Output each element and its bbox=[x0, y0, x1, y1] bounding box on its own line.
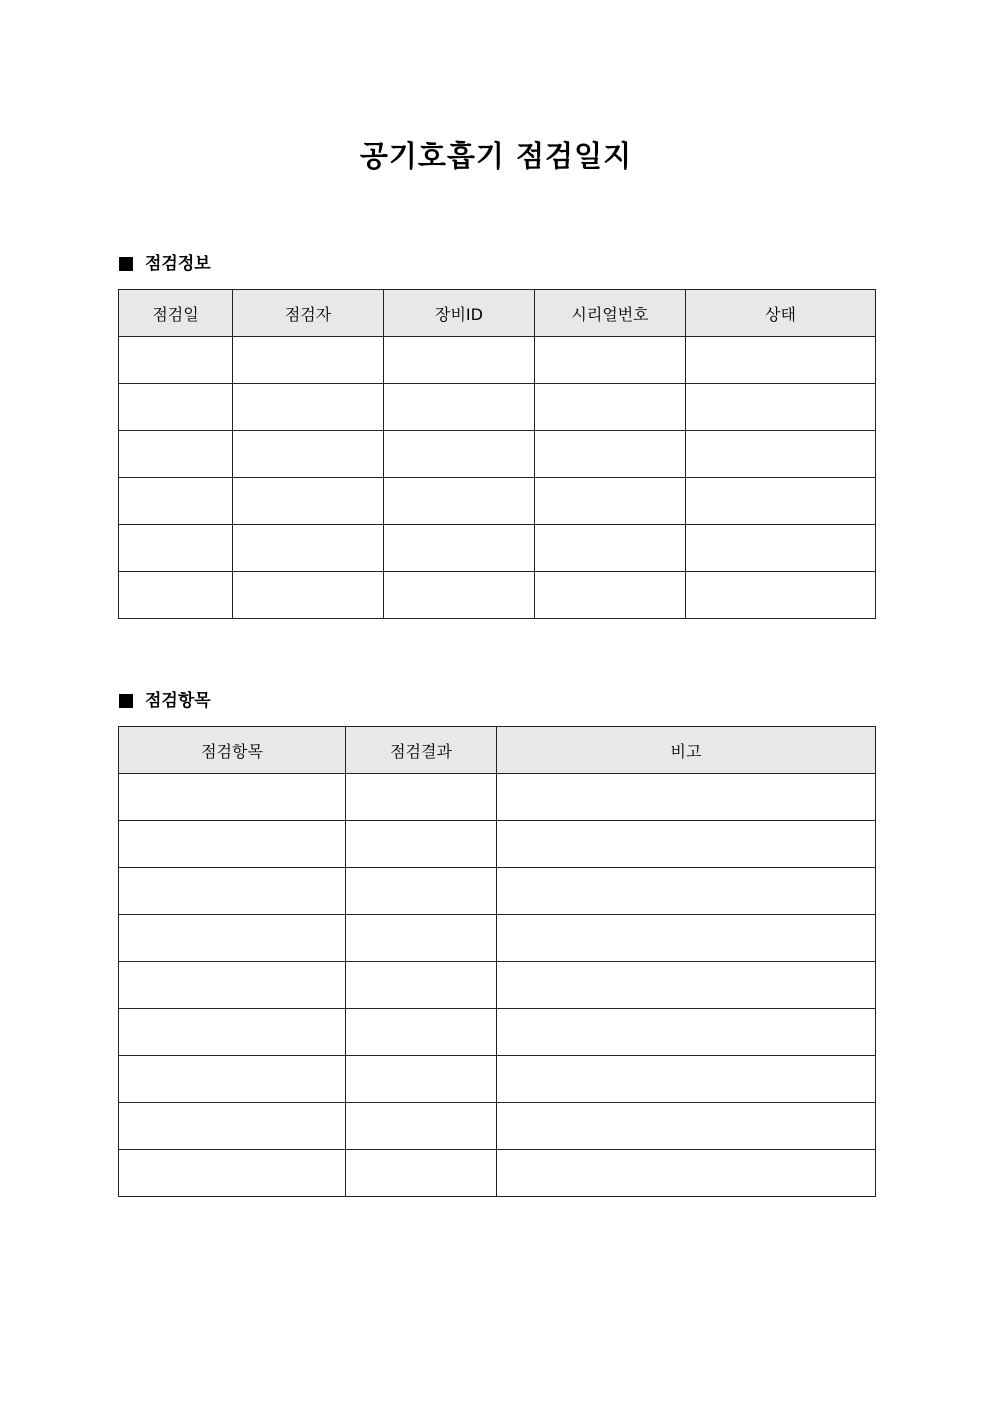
table-cell[interactable] bbox=[497, 962, 876, 1009]
table-cell[interactable] bbox=[119, 337, 233, 384]
table-row bbox=[119, 821, 876, 868]
page-title: 공기호흡기 점검일지 bbox=[359, 139, 633, 173]
section-heading-label: 점검정보 bbox=[145, 254, 211, 274]
table-cell[interactable] bbox=[686, 525, 876, 572]
section-heading-label: 점검항목 bbox=[145, 691, 211, 711]
table-cell[interactable] bbox=[119, 1150, 346, 1197]
table-cell[interactable] bbox=[497, 1009, 876, 1056]
table-cell[interactable] bbox=[384, 478, 535, 525]
table-cell[interactable] bbox=[119, 431, 233, 478]
table-row bbox=[119, 868, 876, 915]
table-cell[interactable] bbox=[497, 1056, 876, 1103]
column-header: 점검결과 bbox=[346, 727, 497, 774]
table-cell[interactable] bbox=[119, 525, 233, 572]
table-row bbox=[119, 774, 876, 821]
table-row bbox=[119, 1103, 876, 1150]
table-cell[interactable] bbox=[233, 337, 384, 384]
table-cell[interactable] bbox=[497, 1103, 876, 1150]
table-cell[interactable] bbox=[497, 821, 876, 868]
table-row bbox=[119, 1009, 876, 1056]
inspection-items-table bbox=[118, 726, 876, 1197]
table-cell[interactable] bbox=[233, 431, 384, 478]
table-cell[interactable] bbox=[346, 821, 497, 868]
column-header: 시리얼번호 bbox=[535, 290, 686, 337]
table-cell[interactable] bbox=[535, 384, 686, 431]
table-cell[interactable] bbox=[119, 1009, 346, 1056]
column-header: 상태 bbox=[686, 290, 876, 337]
table-cell[interactable] bbox=[384, 431, 535, 478]
table-row bbox=[119, 478, 876, 525]
table-cell[interactable] bbox=[346, 1056, 497, 1103]
table-cell[interactable] bbox=[233, 572, 384, 619]
section-heading-items bbox=[119, 689, 211, 713]
table-header-row bbox=[119, 290, 876, 337]
table-cell[interactable] bbox=[497, 774, 876, 821]
table-cell[interactable] bbox=[497, 915, 876, 962]
table-cell[interactable] bbox=[119, 915, 346, 962]
table-cell[interactable] bbox=[119, 774, 346, 821]
table-cell[interactable] bbox=[384, 337, 535, 384]
table-cell[interactable] bbox=[535, 337, 686, 384]
table-row bbox=[119, 915, 876, 962]
inspection-info-table bbox=[118, 289, 876, 619]
table-cell[interactable] bbox=[346, 1103, 497, 1150]
table-cell[interactable] bbox=[535, 572, 686, 619]
table-row bbox=[119, 384, 876, 431]
table-cell[interactable] bbox=[346, 915, 497, 962]
table-row bbox=[119, 337, 876, 384]
table-cell[interactable] bbox=[119, 384, 233, 431]
table-cell[interactable] bbox=[497, 1150, 876, 1197]
square-bullet-icon bbox=[119, 694, 133, 708]
table-cell[interactable] bbox=[233, 384, 384, 431]
table-row bbox=[119, 1056, 876, 1103]
column-header: 장비ID bbox=[384, 290, 535, 337]
table-cell[interactable] bbox=[535, 525, 686, 572]
table-row bbox=[119, 572, 876, 619]
section-heading-info bbox=[119, 252, 211, 276]
table-cell[interactable] bbox=[497, 868, 876, 915]
table-cell[interactable] bbox=[119, 962, 346, 1009]
table-cell[interactable] bbox=[119, 821, 346, 868]
table-cell[interactable] bbox=[119, 1056, 346, 1103]
table-cell[interactable] bbox=[384, 384, 535, 431]
table-cell[interactable] bbox=[346, 774, 497, 821]
table-header-row bbox=[119, 727, 876, 774]
table-cell[interactable] bbox=[119, 868, 346, 915]
table-row bbox=[119, 962, 876, 1009]
square-bullet-icon bbox=[119, 257, 133, 271]
table-cell[interactable] bbox=[535, 478, 686, 525]
table-cell[interactable] bbox=[384, 525, 535, 572]
table-cell[interactable] bbox=[686, 431, 876, 478]
table-cell[interactable] bbox=[384, 572, 535, 619]
table-cell[interactable] bbox=[686, 572, 876, 619]
table-cell[interactable] bbox=[233, 478, 384, 525]
table-cell[interactable] bbox=[233, 525, 384, 572]
table-cell[interactable] bbox=[686, 384, 876, 431]
column-header: 비고 bbox=[497, 727, 876, 774]
table-row bbox=[119, 525, 876, 572]
table-cell[interactable] bbox=[686, 478, 876, 525]
table-cell[interactable] bbox=[535, 431, 686, 478]
table-cell[interactable] bbox=[686, 337, 876, 384]
table-cell[interactable] bbox=[119, 478, 233, 525]
column-header: 점검자 bbox=[233, 290, 384, 337]
table-cell[interactable] bbox=[119, 572, 233, 619]
table-cell[interactable] bbox=[346, 1009, 497, 1056]
table-cell[interactable] bbox=[346, 962, 497, 1009]
table-row bbox=[119, 1150, 876, 1197]
column-header: 점검항목 bbox=[119, 727, 346, 774]
table-cell[interactable] bbox=[346, 868, 497, 915]
table-cell[interactable] bbox=[346, 1150, 497, 1197]
column-header: 점검일 bbox=[119, 290, 233, 337]
table-cell[interactable] bbox=[119, 1103, 346, 1150]
table-row bbox=[119, 431, 876, 478]
